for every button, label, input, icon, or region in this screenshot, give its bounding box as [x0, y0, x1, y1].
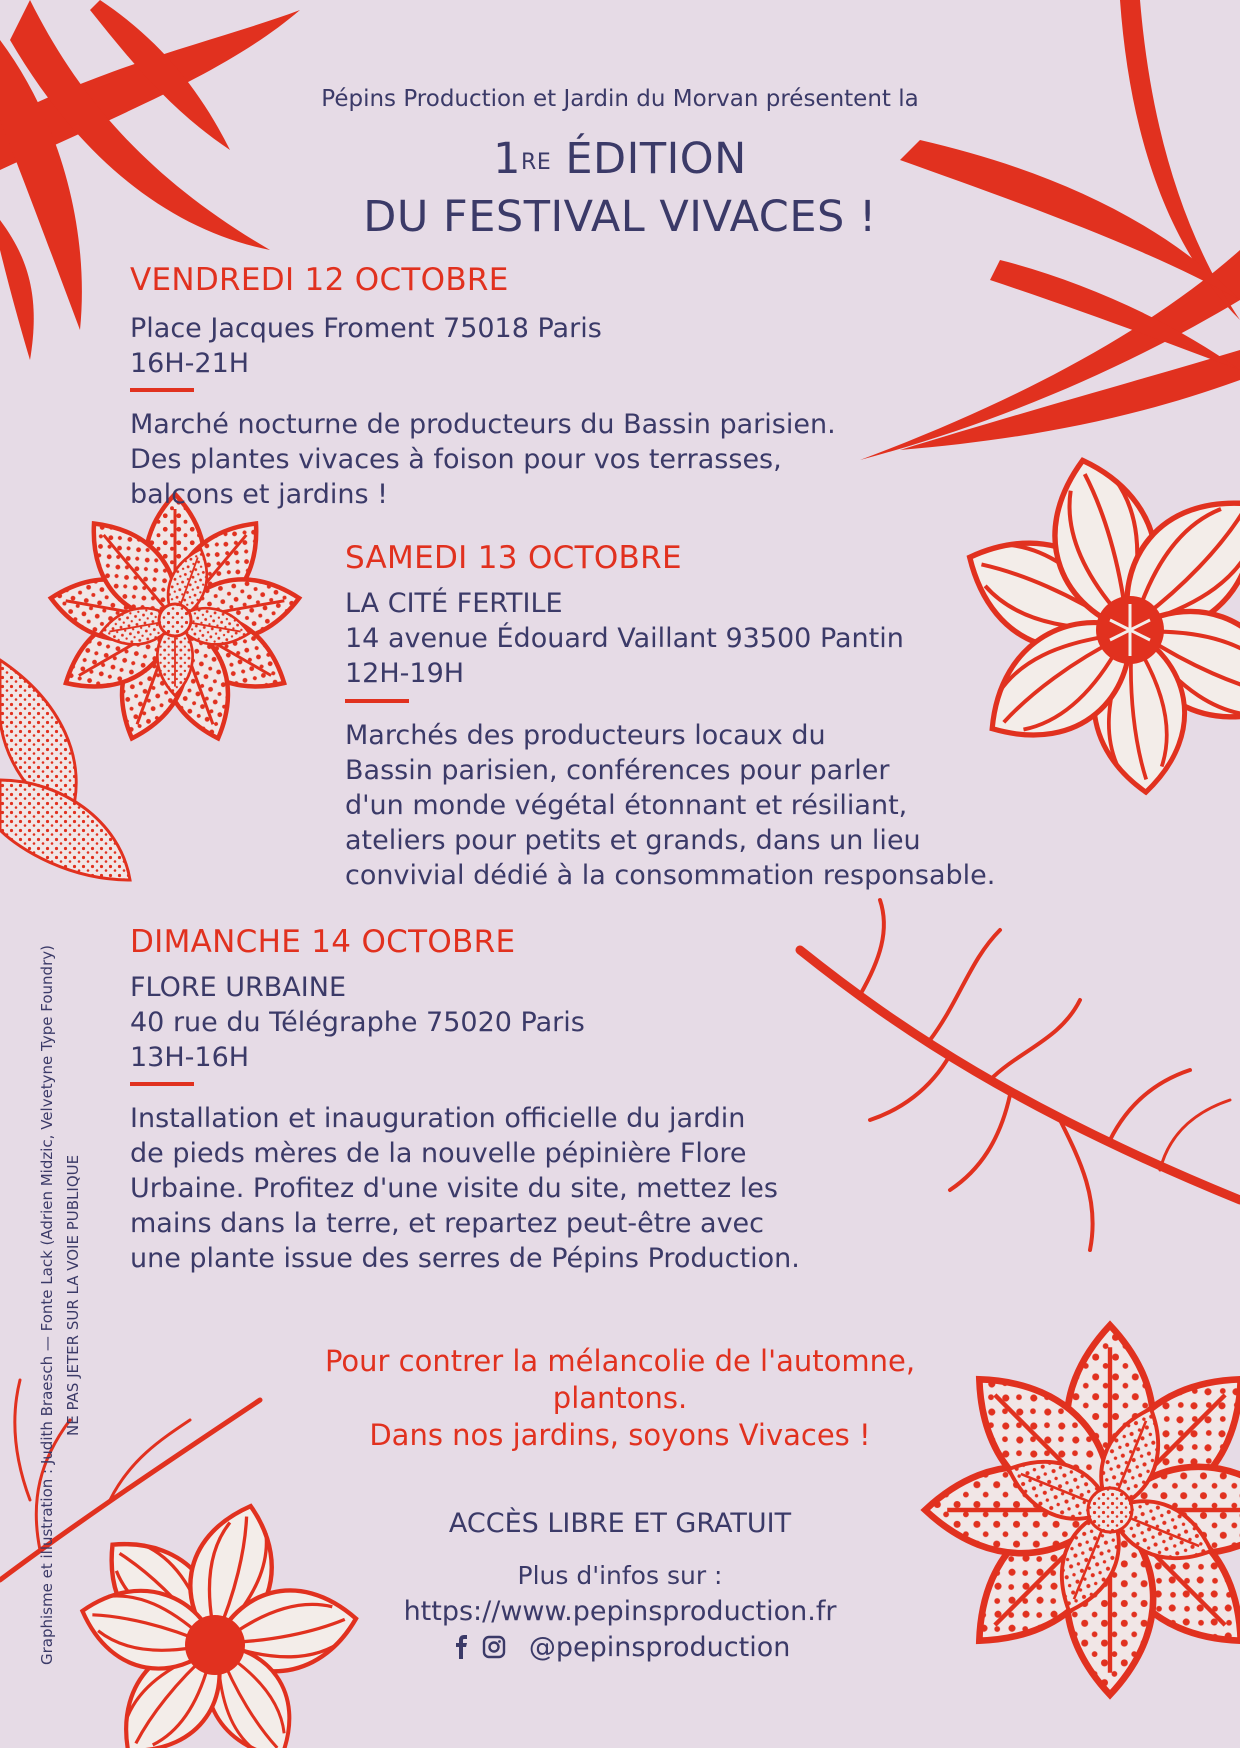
event-1-hours: 16H-21H — [130, 348, 250, 379]
title-line-2: DU FESTIVAL VIVACES ! — [363, 192, 877, 242]
slogan-line-2: plantons. — [552, 1381, 688, 1415]
more-info-label: Plus d'infos sur : — [517, 1561, 723, 1590]
event-1-desc-line: Des plantes vivaces à foison pour vos terrasses, — [130, 444, 782, 475]
intro-text: Pépins Production et Jardin du Morvan présentent la — [321, 86, 919, 112]
event-3-desc-line: Installation et inauguration officielle du jardin — [130, 1103, 746, 1134]
slogan-line-3: Dans nos jardins, soyons Vivaces ! — [369, 1418, 871, 1452]
title-superscript: RE — [521, 150, 552, 175]
event-3-desc-line: mains dans la terre, et repartez peut-être avec — [130, 1208, 764, 1239]
event-2-description — [345, 718, 995, 893]
event-1-desc-line: balcons et jardins ! — [130, 479, 388, 510]
slogan — [0, 1343, 1240, 1454]
event-3-address: 40 rue du Télégraphe 75020 Paris — [130, 1007, 585, 1038]
event-3-day: DIMANCHE 14 OCTOBRE — [130, 924, 516, 960]
credits-text: Graphisme et illustration : Judith Braesch — Fonte Lack (Adrien Midzic, Velvetyne Type Foundry) — [38, 945, 56, 1665]
event-2-desc-line: Marchés des producteurs locaux du — [345, 720, 826, 751]
event-3-desc-line: de pieds mères de la nouvelle pépinière Flore — [130, 1138, 747, 1169]
instagram-icon[interactable] — [482, 1635, 506, 1659]
social-handle[interactable]: @pepinsproduction — [528, 1632, 791, 1663]
slogan-line-1: Pour contrer la mélancolie de l'automne, — [324, 1344, 916, 1378]
event-1-description — [130, 407, 836, 512]
social-row — [0, 1632, 1240, 1663]
facebook-icon[interactable] — [450, 1635, 474, 1659]
event-2-day: SAMEDI 13 OCTOBRE — [345, 540, 682, 576]
event-2-desc-line: d'un monde végétal étonnant et résiliant, — [345, 790, 908, 821]
free-access-label: ACCÈS LIBRE ET GRATUIT — [448, 1508, 792, 1539]
event-1-day: VENDREDI 12 OCTOBRE — [130, 262, 509, 298]
event-3-venue: FLORE URBAINE — [130, 972, 346, 1003]
website-link[interactable]: https://www.pepinsproduction.fr — [403, 1596, 837, 1627]
event-1-desc-line: Marché nocturne de producteurs du Bassin parisien. — [130, 409, 836, 440]
event-3-divider — [130, 1082, 194, 1086]
event-2-desc-line: convivial dédié à la consommation responsable. — [345, 860, 996, 891]
event-3-hours: 13H-16H — [130, 1042, 250, 1073]
title-line-1 — [0, 130, 1240, 188]
event-1-divider — [130, 388, 194, 392]
event-2-hours: 12H-19H — [345, 658, 465, 689]
event-2-desc-line: ateliers pour petits et grands, dans un lieu — [345, 825, 921, 856]
event-2-address: 14 avenue Édouard Vaillant 93500 Pantin — [345, 623, 904, 654]
no-littering-notice: NE PAS JETER SUR LA VOIE PUBLIQUE — [64, 1154, 82, 1436]
event-2-venue: LA CITÉ FERTILE — [345, 588, 563, 619]
title-number: 1 — [493, 134, 522, 184]
event-1-address: Place Jacques Froment 75018 Paris — [130, 313, 602, 344]
right-branch-illustration — [800, 900, 1240, 1250]
event-3-desc-line: Urbaine. Profitez d'une visite du site, mettez les — [130, 1173, 778, 1204]
left-leaves-illustration — [0, 660, 130, 880]
festival-title — [0, 130, 1240, 246]
title-word: ÉDITION — [565, 134, 747, 184]
left-succulent-illustration — [46, 494, 304, 748]
event-3-description — [130, 1101, 800, 1276]
event-3-desc-line: une plante issue des serres de Pépins Production. — [130, 1243, 800, 1274]
event-2-desc-line: Bassin parisien, conférences pour parler — [345, 755, 890, 786]
event-2-divider — [345, 699, 409, 703]
